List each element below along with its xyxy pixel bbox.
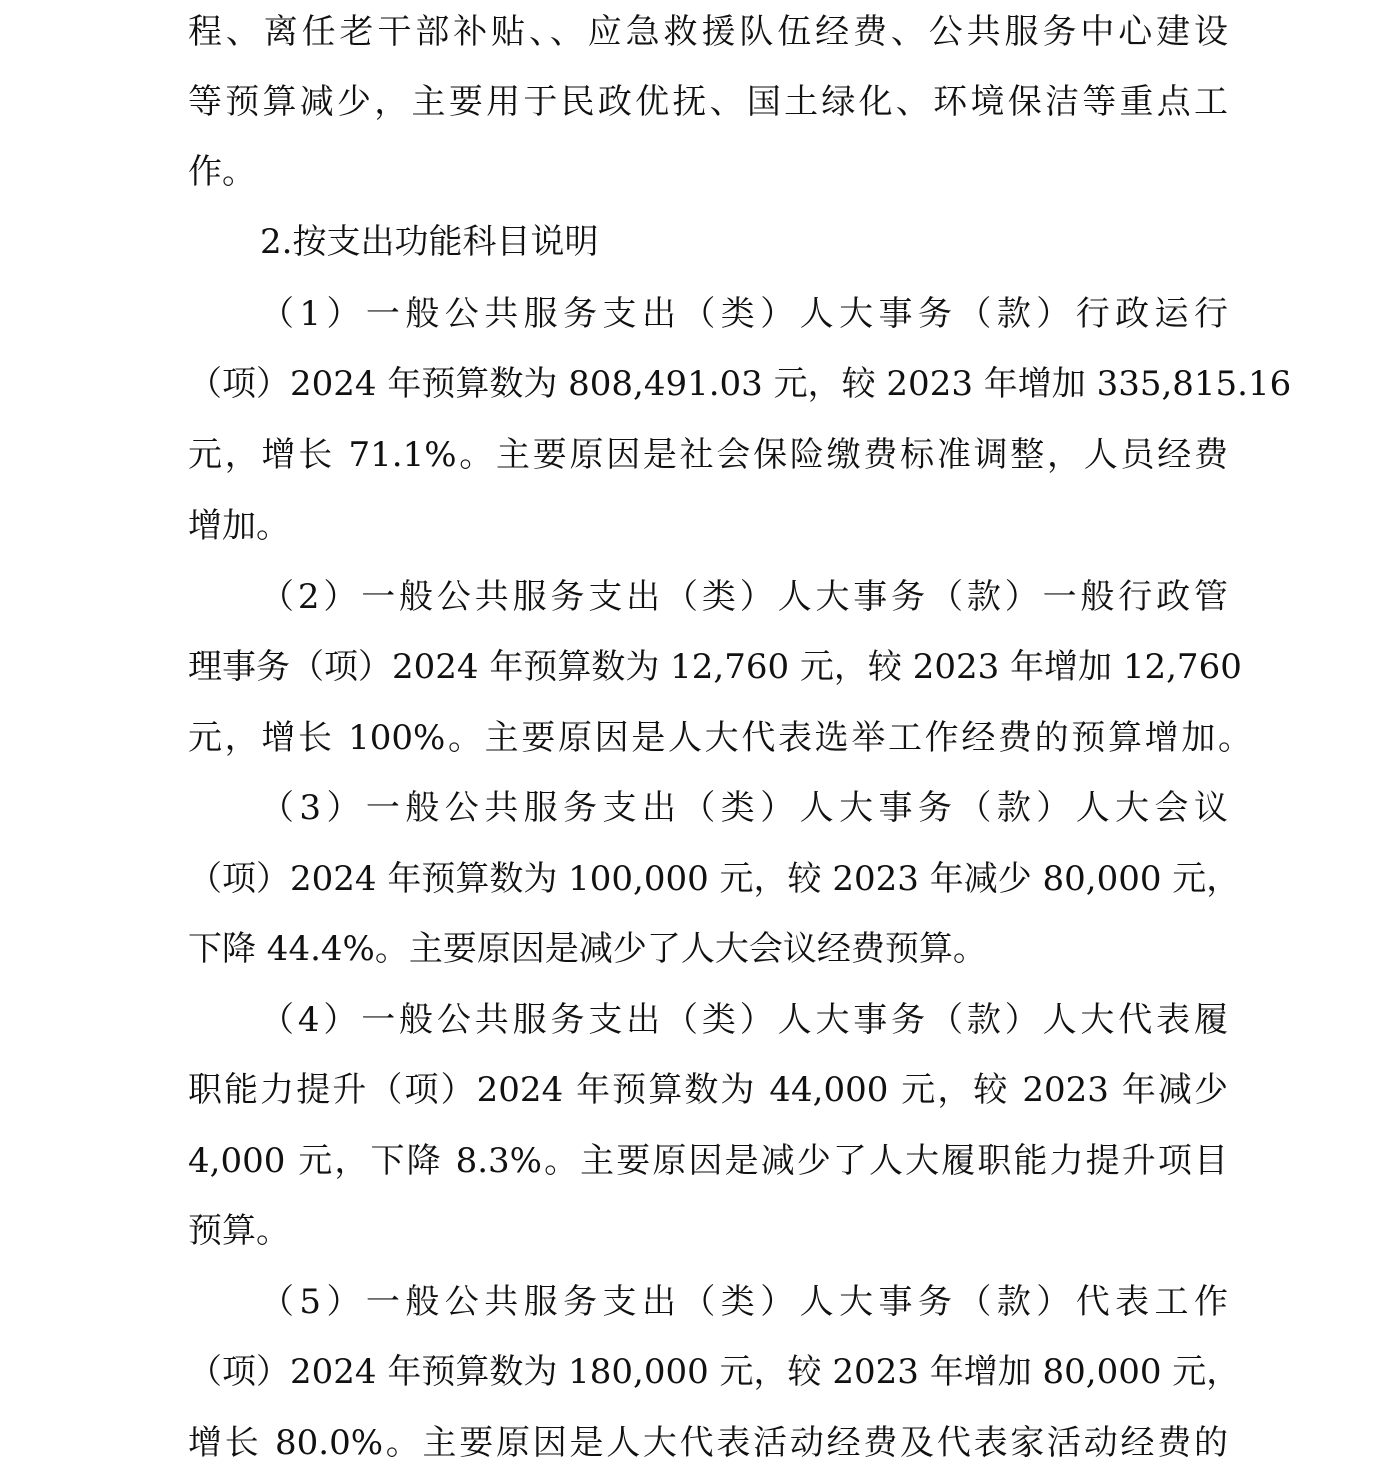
paragraph-line: （项）2024 年预算数为 100,000 元，较 2023 年减少 80,000 元，	[188, 859, 1241, 899]
paragraph-line: 等预算减少，主要用于民政优抚、国土绿化、环境保洁等重点工	[188, 82, 1228, 122]
paragraph-line: 理事务（项）2024 年预算数为 12,760 元，较 2023 年增加 12,760	[188, 647, 1242, 687]
paragraph-line: （2）一般公共服务支出（类）人大事务（款）一般行政管	[260, 577, 1228, 617]
paragraph-line: 增长 80.0%。主要原因是人大代表活动经费及代表家活动经费的	[188, 1423, 1228, 1463]
paragraph-line: （3）一般公共服务支出（类）人大事务（款）人大会议	[260, 788, 1228, 828]
paragraph-line: 元，增长 71.1%。主要原因是社会保险缴费标准调整，人员经费	[188, 435, 1228, 475]
paragraph-line: 作。	[188, 152, 256, 192]
paragraph-line: （5）一般公共服务支出（类）人大事务（款）代表工作	[260, 1282, 1228, 1322]
paragraph-line: 4,000 元，下降 8.3%。主要原因是减少了人大履职能力提升项目	[188, 1141, 1228, 1181]
paragraph-line: （项）2024 年预算数为 180,000 元，较 2023 年增加 80,000 元，	[188, 1352, 1241, 1392]
section-heading: 2.按支出功能科目说明	[260, 222, 599, 262]
paragraph-line: 程、离任老干部补贴、、应急救援队伍经费、公共服务中心建设	[188, 12, 1228, 52]
paragraph-line: （4）一般公共服务支出（类）人大事务（款）人大代表履	[260, 1000, 1228, 1040]
paragraph-line: （项）2024 年预算数为 808,491.03 元，较 2023 年增加 335,815.16	[188, 364, 1292, 404]
paragraph-line: （1）一般公共服务支出（类）人大事务（款）行政运行	[260, 294, 1228, 334]
paragraph-line: 下降 44.4%。主要原因是减少了人大会议经费预算。	[188, 929, 987, 969]
paragraph-line: 元，增长 100%。主要原因是人大代表选举工作经费的预算增加。	[188, 718, 1252, 758]
paragraph-line: 职能力提升（项）2024 年预算数为 44,000 元，较 2023 年减少	[188, 1070, 1228, 1110]
paragraph-line: 预算。	[188, 1211, 290, 1251]
paragraph-line: 增加。	[188, 506, 290, 546]
